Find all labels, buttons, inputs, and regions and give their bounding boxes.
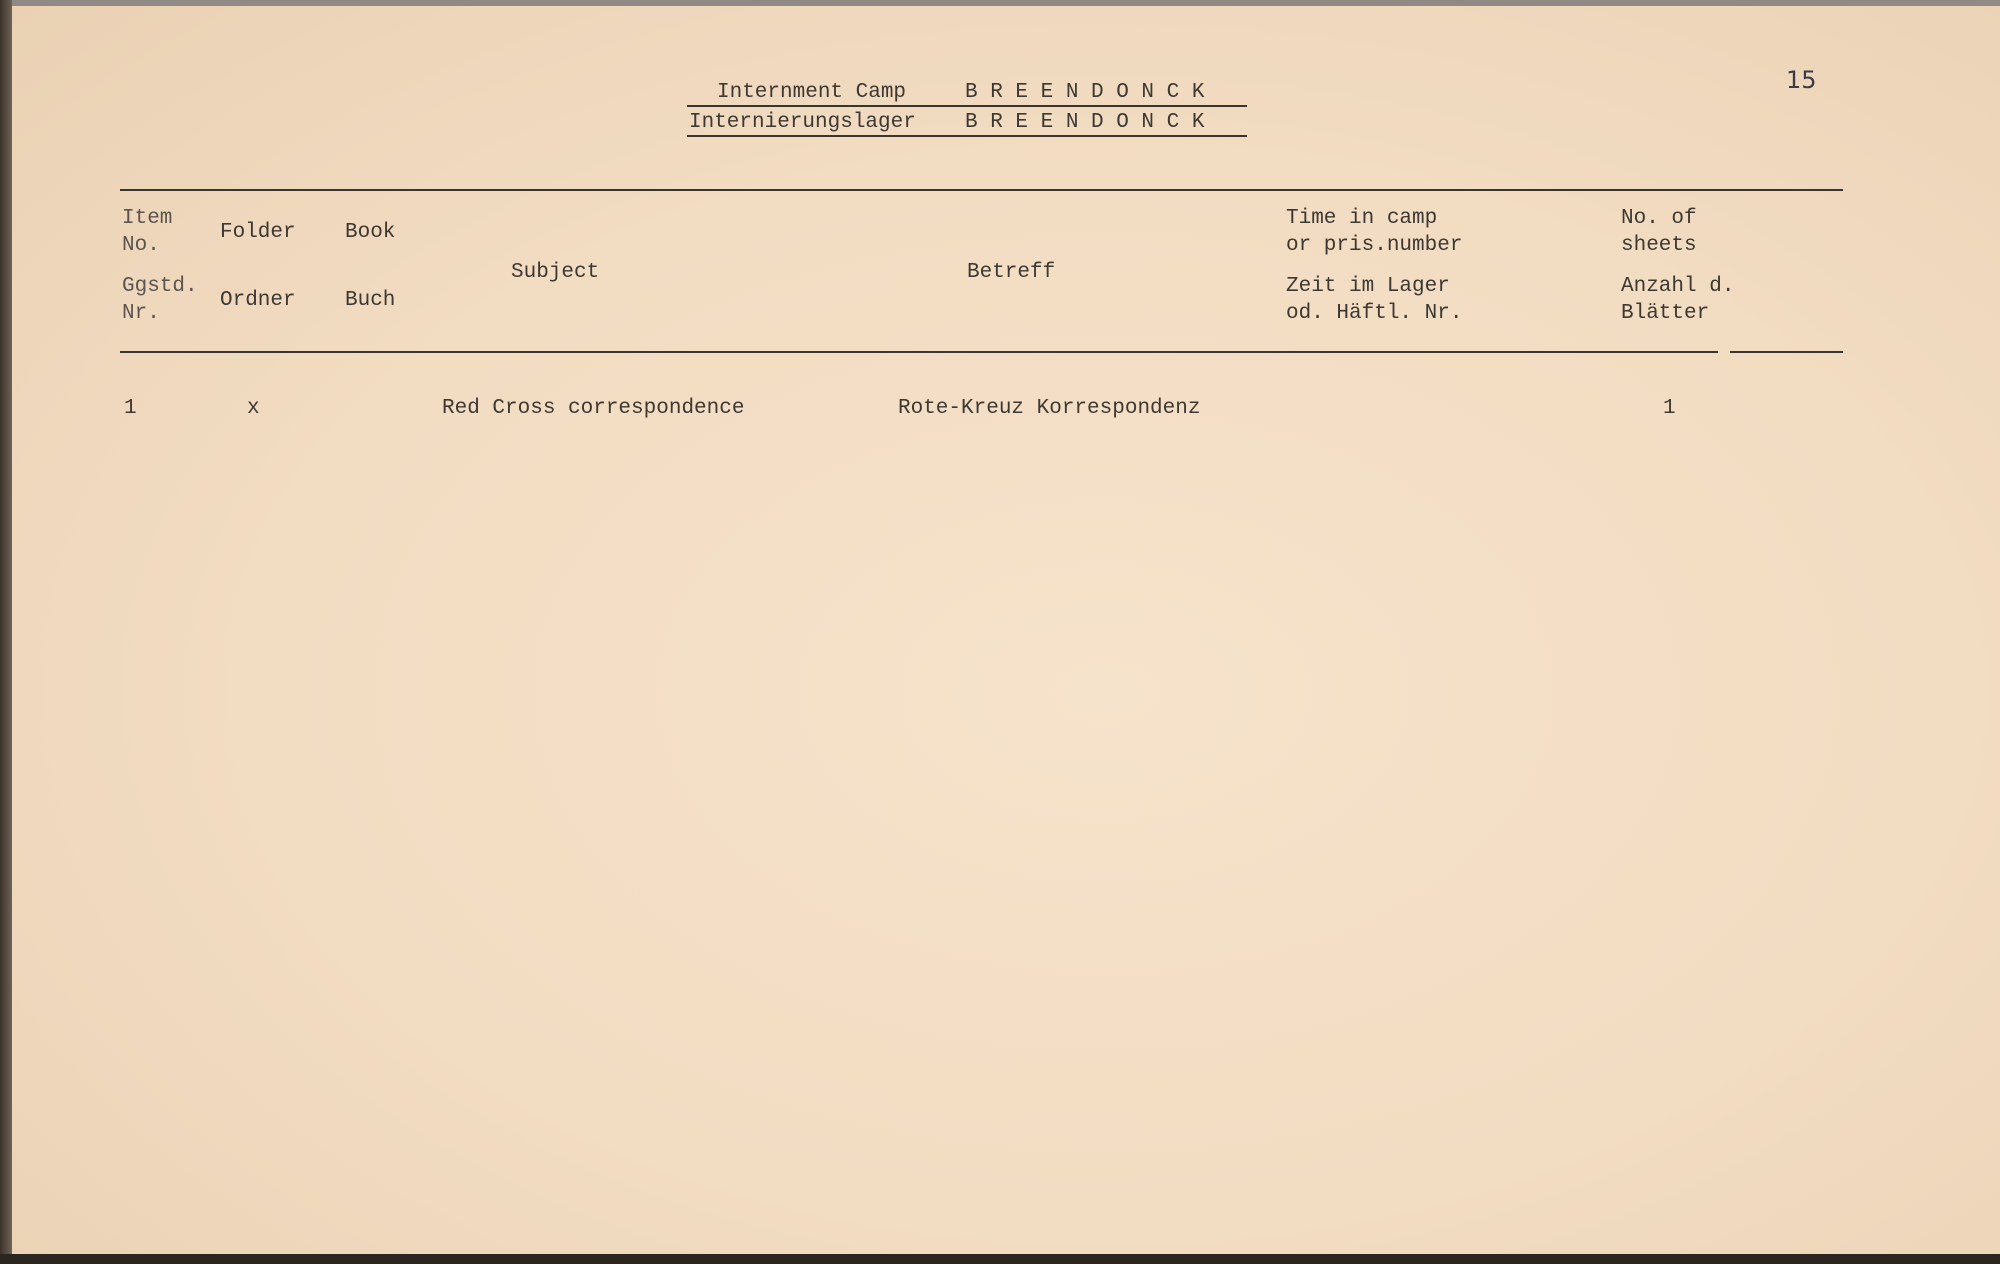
header-book-en: Book (345, 221, 396, 244)
title-de: Internierungslager (689, 111, 916, 134)
bottom-edge (0, 1254, 2000, 1264)
title-camp-name-1: B R E E N D O N C K (965, 81, 1205, 104)
cell-subject: Red Cross correspondence (442, 397, 745, 420)
binding-edge (0, 0, 12, 1264)
header-time-en-2: or pris.number (1286, 234, 1463, 257)
header-rule-bottom (120, 351, 1718, 353)
title-camp-name-2: B R E E N D O N C K (965, 111, 1205, 134)
header-item-de-1: Ggstd. (122, 275, 198, 298)
header-time-en-1: Time in camp (1286, 207, 1438, 230)
header-time-de-2: od. Häftl. Nr. (1286, 302, 1463, 325)
cell-folder: x (247, 397, 260, 420)
header-sheets-en-1: No. of (1621, 207, 1697, 230)
header-betreff: Betreff (967, 261, 1056, 284)
header-folder-en: Folder (220, 221, 296, 244)
title-underline (687, 105, 1247, 107)
cell-item-no: 1 (124, 397, 137, 420)
cell-sheets: 1 (1663, 397, 1676, 420)
header-folder-de: Ordner (220, 289, 296, 312)
header-sheets-de-2: Blätter (1621, 302, 1710, 325)
header-time-de-1: Zeit im Lager (1286, 275, 1450, 298)
page-number: 15 (1786, 66, 1817, 94)
title-underline-2 (687, 135, 1247, 137)
header-rule-bottom-right (1730, 351, 1843, 353)
header-subject: Subject (511, 261, 600, 284)
title-en: Internment Camp (717, 81, 907, 104)
header-item-en-2: No. (122, 234, 160, 257)
header-sheets-en-2: sheets (1621, 234, 1697, 257)
header-sheets-de-1: Anzahl d. (1621, 275, 1735, 298)
header-item-en-1: Item (122, 207, 173, 230)
cell-betreff: Rote-Kreuz Korrespondenz (898, 397, 1201, 420)
header-rule-top (120, 189, 1843, 191)
document-page (12, 6, 2000, 1254)
header-book-de: Buch (345, 289, 396, 312)
header-item-de-2: Nr. (122, 302, 160, 325)
